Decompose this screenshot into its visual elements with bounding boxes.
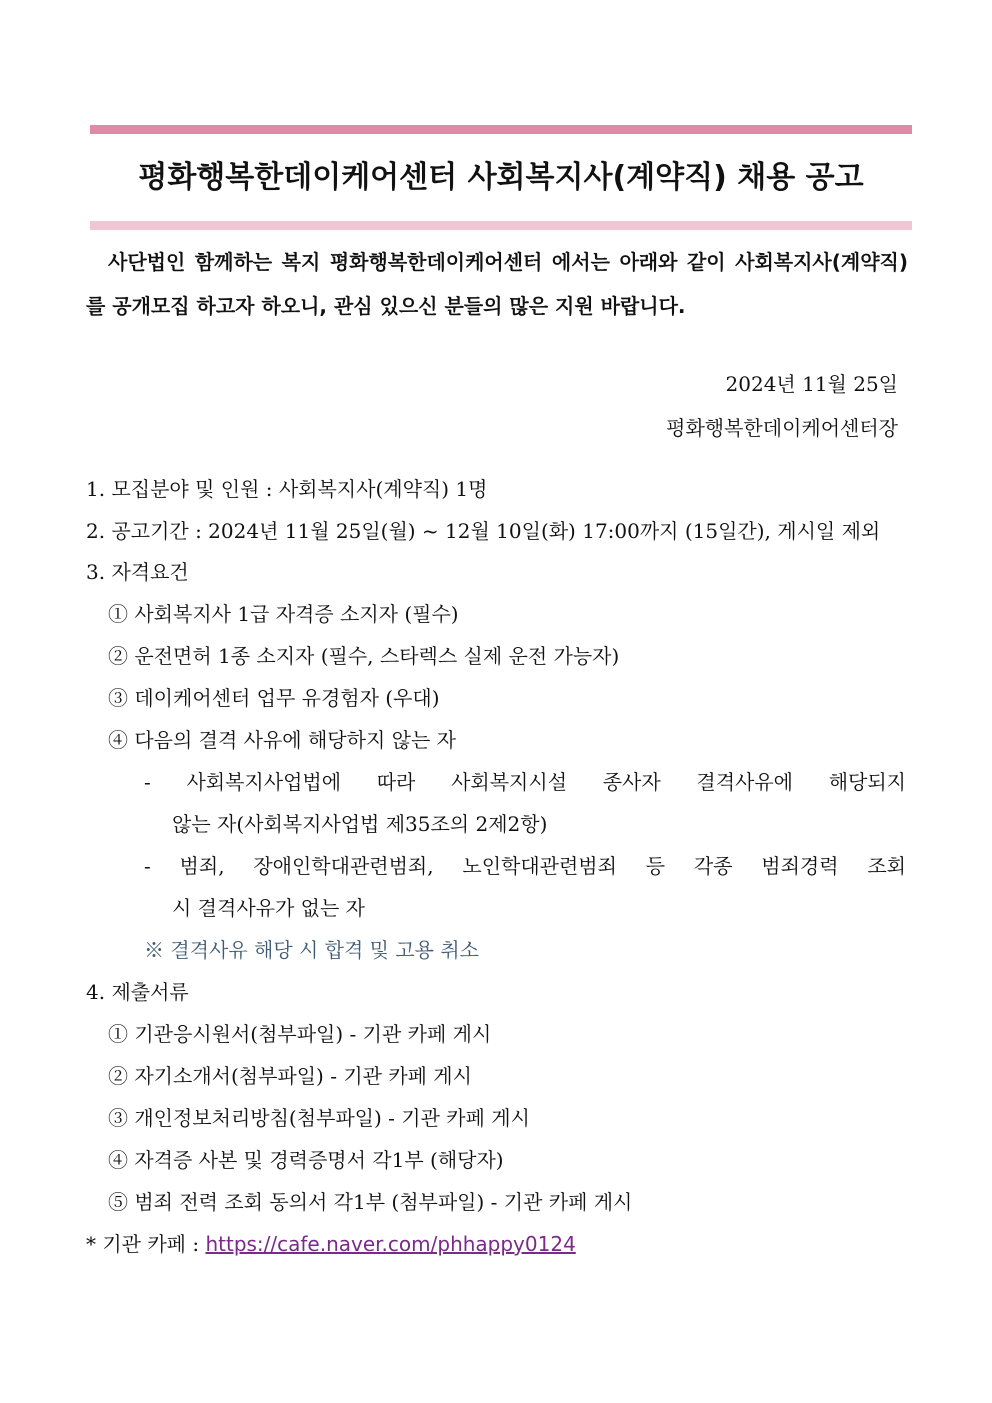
disqualification-sub-item: - 범죄, 장애인학대관련범죄, 노인학대관련범죄 등 각종 범죄경력 조회 — [144, 854, 906, 878]
document-item: ② 자기소개서(첨부파일) - 기관 카페 게시 — [108, 1064, 472, 1088]
document-item: ① 기관응시원서(첨부파일) - 기관 카페 게시 — [108, 1022, 492, 1046]
disqualification-sub-item: - 사회복지사업법에 따라 사회복지시설 종사자 결격사유에 해당되지 — [144, 770, 906, 794]
disqualification-sub-item-cont: 시 결격사유가 없는 자 — [172, 896, 365, 920]
document-item: ⑤ 범죄 전력 조회 동의서 각1부 (첨부파일) - 기관 카페 게시 — [108, 1190, 633, 1214]
document-item: ③ 개인정보처리방침(첨부파일) - 기관 카페 게시 — [108, 1106, 530, 1130]
section-2: 2. 공고기간 : 2024년 11월 25일(월) ~ 12월 10일(화) 17:00까지 (15일간), 게시일 제외 — [86, 519, 881, 543]
disqualification-note: ※ 결격사유 해당 시 합격 및 고용 취소 — [144, 938, 479, 962]
qualification-item: ④ 다음의 결격 사유에 해당하지 않는 자 — [108, 728, 456, 752]
intro-paragraph: 사단법인 함께하는 복지 평화행복한데이케어센터 에서는 아래와 같이 사회복지사(계약직)를 공개모집 하고자 하오니, 관심 있으신 분들의 많은 지원 바랍니다. — [86, 250, 908, 318]
qualification-item: ② 운전면허 1종 소지자 (필수, 스타렉스 실제 운전 가능자) — [108, 644, 620, 668]
cafe-link[interactable]: https://cafe.naver.com/phhappy0124 — [205, 1232, 576, 1256]
section-4-heading: 4. 제출서류 — [86, 980, 189, 1004]
cafe-label: * 기관 카페 : — [86, 1232, 206, 1256]
notice-signer: 평화행복한데이케어센터장 — [666, 416, 898, 440]
qualification-item: ③ 데이케어센터 업무 유경험자 (우대) — [108, 686, 440, 710]
notice-date: 2024년 11월 25일 — [725, 372, 898, 396]
page-title: 평화행복한데이케어센터 사회복지사(계약직) 채용 공고 — [138, 160, 864, 195]
title-bottom-bar — [90, 221, 912, 230]
qualification-item: ① 사회복지사 1급 자격증 소지자 (필수) — [108, 602, 459, 626]
title-top-bar — [90, 125, 912, 134]
section-1: 1. 모집분야 및 인원 : 사회복지사(계약직) 1명 — [86, 477, 488, 501]
disqualification-sub-item-cont: 않는 자(사회복지사업법 제35조의 2제2항) — [172, 812, 548, 836]
cafe-line — [86, 1228, 576, 1257]
section-3-heading: 3. 자격요건 — [86, 560, 189, 584]
document-item: ④ 자격증 사본 및 경력증명서 각1부 (해당자) — [108, 1148, 504, 1172]
